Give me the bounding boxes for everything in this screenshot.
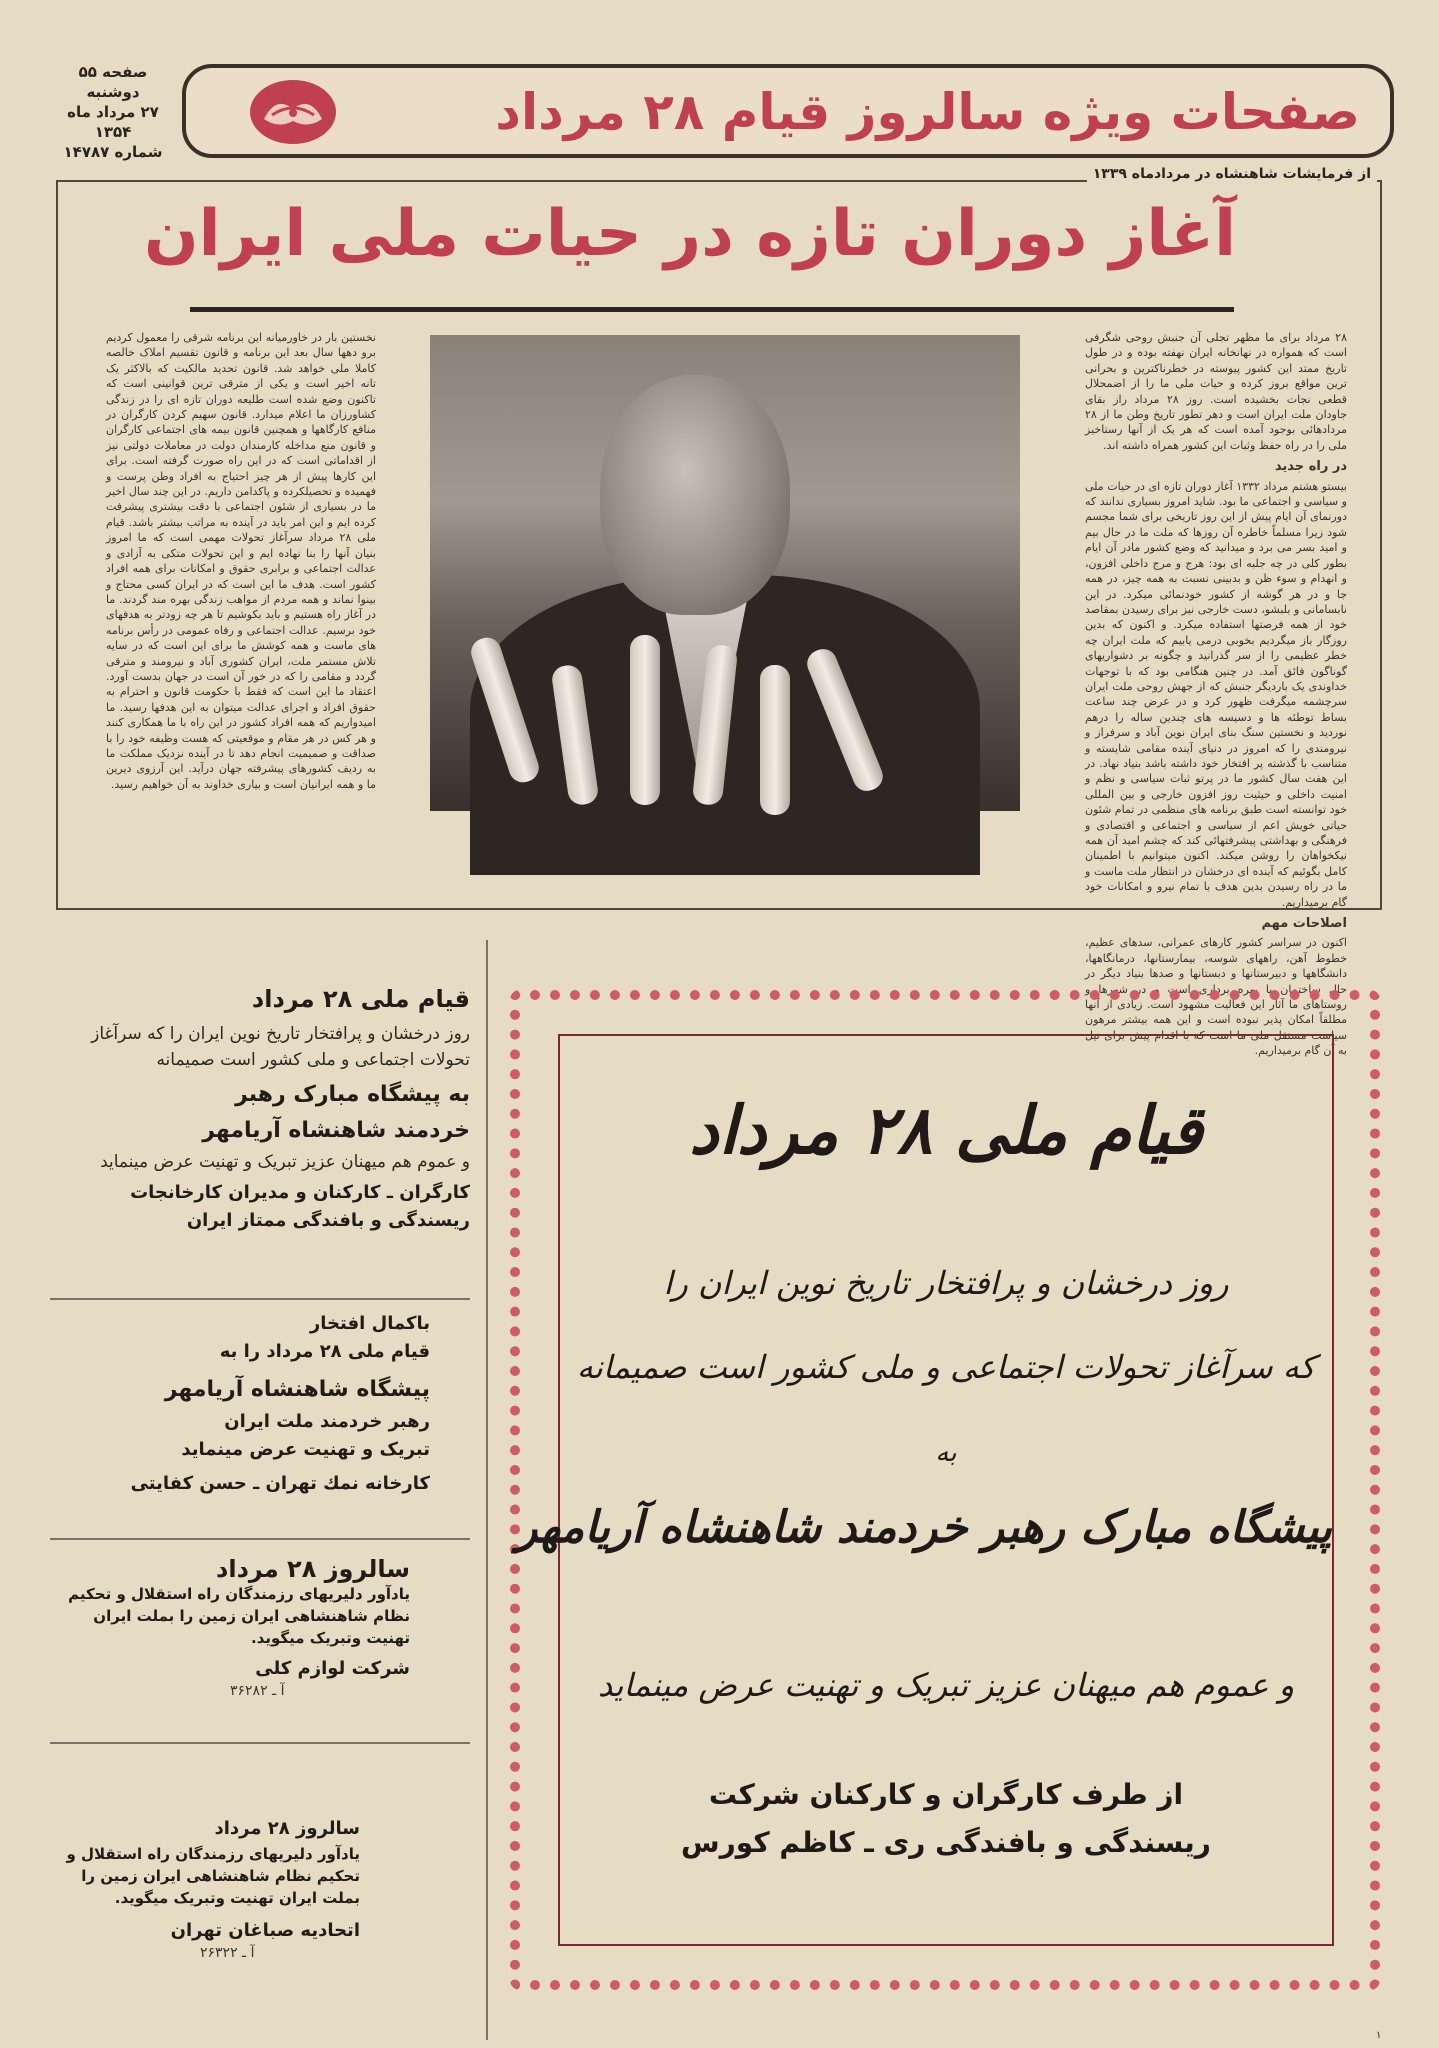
article-column-right <box>1084 330 1347 1058</box>
page-date: ۲۷ مرداد ماه ۱۳۵۴ <box>67 103 159 141</box>
ad-title: سالروز ۲۸ مرداد <box>216 1555 410 1583</box>
article-subhead: در راه جدید <box>1274 459 1347 475</box>
microphone-icon <box>630 635 660 805</box>
ad-line: قیام ملی ۲۸ مرداد را به <box>219 1341 430 1362</box>
ad-block-4 <box>50 1815 470 1961</box>
page-number: صفحه ۵۵ <box>78 63 148 81</box>
big-ad-line: و عموم هم میهنان عزیز تبریک و تهنیت عرض مینماید <box>597 1666 1295 1704</box>
ad-line: خردمند شاهنشاه آریامهر <box>202 1118 470 1143</box>
ad-block-2 <box>50 1310 470 1498</box>
photo-figure-head <box>600 375 790 615</box>
big-ad-line: پیشگاه مبارک رهبر خردمند شاهنشاه آریامهر <box>516 1502 1332 1553</box>
ad-text: یادآور دلیریهای رزمندگان راه استقلال و تحکیم نظام شاهنشاهی ایران زمین را بملت ایران تهنیت وتبریک میگوید. <box>68 1585 410 1647</box>
ad-line: رهبر خردمند ملت ایران <box>224 1411 430 1432</box>
article-paragraph: بیستو هشتم مرداد ۱۳۳۲ آغاز دوران تازه ای در حیات ملی و سیاسی و اجتماعی ما بود. شاید امروز بسیاری ندانند که دورنمای آن ایام پیش از این روز تاریخی برای شما مجسم شود زیرا مسلماً خاطره آن روزها که ملت ما در حال بیم و امید بسر می برد و میدانید که وضع کشور مادر آن ایام بطور کلی در چه جلبه ای بود: هرج و مرج داخلی افزون، و انهدام و سوء ظن و بدبینی نسبت به همه چیز، در همه جا و در هر گوشه از کشور خودنمائی میکرد. در این نابسامانی و بلبشو، دست خارجی نیز برای رسیدن بمقاصد خود از همه فرصتها استفاده میکرد. و اکنون که بدین روزگار باز میگردیم بخوبی درمی یابیم که ملت ایران چه خطر عظیمی را از سر گذرانید و چگونه بر دشواریهای گوناگون فائق آمد. در چنین هنگامی بود که با توجهات خداوندی یک باردیگر جنبش که از جهش روحی ملت ایران سرچشمه میگرفت ظهور کرد و در عرض چند ساعت بساط توطئه ها و دسیسه های چندین ساله را درهم نوردید و نخستین سنگ بنای ایران نوین آباد و سرفراز و نیرومندی را که امروز در دنیای آینده مقامی شایسته و متناسب با گذشته پر افتخار خود داشته باشد بنیاد نهاد. در این هفت سال کشور ما در پرتو ثبات سیاسی و نظم و امنیت داخلی و حیثیت روز افزون خارجی و بین المللی خود توانسته است طبق برنامه های منظمی در تمام شئون حیاتی خویش اعم از سیاسی و اجتماعی و اقتصادی و فرهنگی و بهداشتی پیشرفتهائی کند که چشم امید آن همه نیکخواهان را روشن میکند. اکنون میتوانیم با اطمینان کامل بگوئیم که آینده ای درخشان در انتظار ملت ماست و ما در راه رسیدن بدین هدف با تمام نیرو و امکانات خود گام برمیداریم. <box>1084 479 1347 909</box>
ad-signature: کارگران ـ کارکنان و مدیران کارخانجات ریسندگی و بافندگی ممتاز ایران <box>130 1182 470 1231</box>
article-subhead: اصلاحات مهم <box>1261 916 1347 932</box>
ad-code: آ ـ ۲۶۳۲۲ <box>200 1945 255 1961</box>
article-kicker: از فرمایشات شاهنشاه در مردادماه ۱۳۳۹ <box>1087 166 1377 182</box>
article-paragraph: اکنون در سراسر کشور کارهای عمرانی، سدهای عظیم، خطوط آهن، راههای شوسه، بیمارستانها، درمانگاهها، دانشگاهها و دبیرستانها و دبستانها و صدها بنیاد دیگر در حال ساختمان یا بهره برداری است و در شهرها و روستاهای ما آثار این فعالیت مشهود است. زیادی از آنها مطلقاً امکان پذیر نبوده است و این همه بیشتر مرهون سیاست مستقل ملی ما است که با اقدام پیش برای نیل به آن گام برمیداریم. <box>1085 936 1347 1058</box>
ad-divider <box>50 1742 470 1744</box>
ad-title: سالروز ۲۸ مرداد <box>214 1818 360 1839</box>
portrait-photo-icon <box>430 335 1020 811</box>
masthead-banner <box>182 64 1394 158</box>
ad-block-3 <box>50 1555 470 1699</box>
ad-line: به پیشگاه مبارک رهبر <box>235 1082 470 1107</box>
ornamental-emblem-icon <box>250 80 336 144</box>
big-ad-signature: ریسندگی و بافندگی ری ـ کاظم کورس <box>681 1826 1211 1859</box>
ad-title: باکمال افتخار <box>309 1313 430 1334</box>
big-ad-line: به <box>935 1438 957 1468</box>
page-weekday: دوشنبه <box>86 83 140 101</box>
ad-text: روز درخشان و پرافتخار تاریخ نوین ایران را که سرآغاز تحولات اجتماعی و ملی کشور است صمیمانه <box>91 1024 470 1070</box>
ad-divider <box>50 1298 470 1300</box>
article-paragraph: ۲۸ مرداد برای ما مظهر تجلی آن جنبش روحی شگرفی است که همواره در نهانخانه ایران نهفته بوده و در طول تاریخ ممتد این کشور پیوسته در خطرناکترین و بحرانی ترین مواقع بروز کرده و حیات ملی ما را از اضمحلال قطعی نجات بخشیده است. روز ۲۸ مرداد راز بقای جاودان ملت ایران است و دهر تطور تاریخ وطن ما از ۲۸ مردادهائی بوجود آمده است که هر یک از آنها رستاخیز ملی را در راه حفظ وثبات این کشور همراه داشته اند. <box>1085 331 1347 452</box>
big-ad-title: قیام ملی ۲۸ مرداد <box>689 1092 1203 1169</box>
microphone-icon <box>760 665 790 815</box>
emblem-flourish-icon <box>258 89 328 135</box>
article-headline: آغاز دوران تازه در حیات ملی ایران <box>143 197 1237 271</box>
big-ad-signature: از طرف کارگران و کارکنان شرکت <box>708 1778 1184 1811</box>
folio-mark: ۱ <box>1376 2030 1382 2041</box>
page-info <box>58 63 168 161</box>
ad-signature: کارخانه نمك تهران ـ حسن کفایتی <box>130 1473 430 1494</box>
masthead-title: صفحات ویژه سالروز قیام ۲۸ مرداد <box>495 83 1360 141</box>
ad-title: قیام ملی ۲۸ مرداد <box>251 985 470 1013</box>
ad-line: و عموم هم میهنان عزیز تبریک و تهنیت عرض مینماید <box>100 1152 470 1172</box>
ad-signature: اتحادیه صباغان تهران <box>170 1920 360 1941</box>
issue-number: شماره ۱۴۷۸۷ <box>63 143 163 161</box>
column-divider <box>486 940 488 2040</box>
big-ad-line: روز درخشان و پرافتخار تاریخ نوین ایران را <box>663 1264 1229 1302</box>
ad-line: پیشگاه شاهنشاه آریامهر <box>164 1377 430 1402</box>
article-column-left <box>106 330 376 900</box>
big-ad-line: که سرآغاز تحولات اجتماعی و ملی کشور است صمیمانه <box>576 1348 1316 1386</box>
article-paragraph: نخستین بار در خاورمیانه این برنامه شرقی را معمول کردیم برو دهها سال بعد این برنامه و قانون تقسیم املاک خالصه کاملا ملی خواهد شد. قانون تحدید مالکیت که بالاکثر یک تانه اخیر است و یکی از مترقی ترین قوانینی است که تاکنون وضع شده است طلیعه دوران تازه ای را در زندگی کشاورزان ما اعلام میدارد. قانون سهیم کردن کارگران در منافع کارگاهها و همچنین قانون بیمه های اجتماعی کارگران و قانون منع مداخله کارمندان دولت در معاملات دولتی نیز از اقداماتی است که در این راه صورت گرفته است. برای این کارها پیش از هر چیز احتیاج به افراد وطن پرست و فهمیده و تحصیلکرده و پاکدامن داریم. در این چند سال اخیر ما در بسیاری از شئون اجتماعی با دقت بیشتری پیشرفت کرده ایم و این امر باید در آینده به مراتب بیشتر باشد. قیام ملی ۲۸ مرداد سرآغاز تحولات مهمی است که ما امروز بنیان آنها را بنا نهاده ایم و این تحولات متکی به آزادی و عدالت اجتماعی و برابری حقوق و امکانات برای همه افراد کشور است. هدف ما این است که در ایران کسی محتاج و بینوا نماند و همه مردم از مواهب زندگی بهره مند گردند. ما در آغاز راه هستیم و باید بکوشیم تا هر چه زودتر به هدفهای خود برسیم. عدالت اجتماعی و رفاه عمومی در رأس برنامه های ماست و همه کوشش ما برای این است که در سایه تلاش مستمر ملت، ایران کشوری آباد و نیرومند و مترقی گردد و مقامی را که در خور آن است در جهان بدست آورد. اعتقاد ما این است که فقط با حکومت قانون و احترام به حقوق افراد و اجرای عدالت میتوان به این هدفها رسید. ما امیدواریم که همه افراد کشور در این راه با ما همکاری کنند و هر کس در هر مقام و موقعیتی که هست وظیفه خود را با صداقت و صمیمیت انجام دهد تا در آینده نزدیک مملکت ما به ردیف کشورهای پیشرفته جهان درآید. این آرزوی دیرین ما و همه ایرانیان است و بیاری خداوند به آن خواهیم رسید. <box>106 331 376 791</box>
ad-line: تبریک و تهنیت عرض مینماید <box>181 1439 430 1460</box>
ad-code: آ ـ ۳۶۲۸۲ <box>230 1683 285 1699</box>
ad-divider <box>50 1538 470 1540</box>
ad-signature: شرکت لوازم کلی <box>255 1658 410 1679</box>
ad-text: یادآور دلیریهای رزمندگان راه استقلال و تحکیم نظام شاهنشاهی ایران زمین را بملت ایران تهنیت وتبریک میگوید. <box>66 1845 360 1907</box>
ad-block-1 <box>50 985 470 1235</box>
headline-rule <box>190 307 1234 312</box>
